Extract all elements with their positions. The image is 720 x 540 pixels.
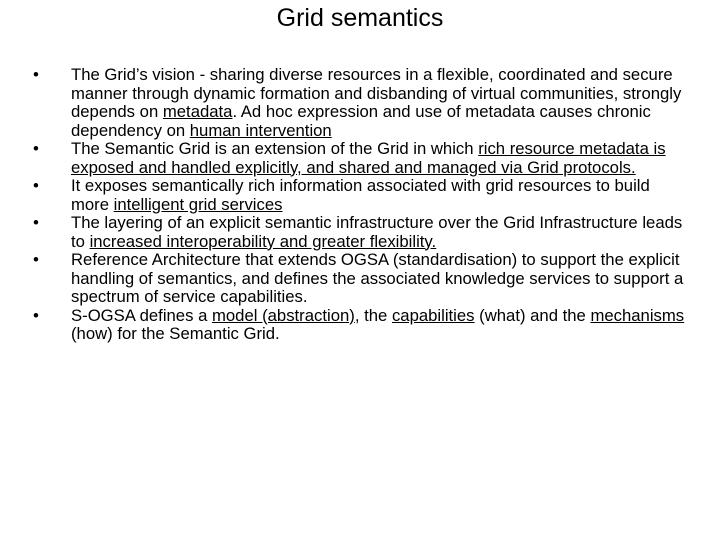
bullet-text [71, 250, 683, 306]
bullet-item [33, 66, 685, 140]
bullet-marker: • [33, 65, 39, 84]
text-segment: It exposes semantically rich information associated with grid resources to build more [71, 176, 650, 214]
underlined-text: human intervention [189, 120, 332, 140]
underlined-text: mechanisms [590, 305, 685, 325]
underlined-text: metadata [162, 102, 233, 121]
underlined-text: increased interoperability and greater flexibility. [89, 231, 437, 251]
underlined-text: capabilities [391, 305, 475, 325]
bullet-item [33, 251, 685, 307]
bullet-text [71, 306, 684, 344]
underlined-text: model (abstraction) [212, 305, 355, 325]
bullet-item [33, 307, 685, 344]
bullet-marker: • [33, 176, 39, 195]
bullet-text [71, 213, 682, 251]
text-segment: (how) for the Semantic Grid. [71, 324, 280, 343]
bullet-item [33, 140, 685, 177]
bullet-marker: • [33, 250, 39, 269]
bullet-item [33, 214, 685, 251]
text-segment: The Grid’s vision - sharing diverse resources in a flexible, coordinated and secure manner through dynamic formation and disbanding of virtual communities, strongly depends on [71, 65, 682, 121]
text-segment: (what) and the [474, 305, 591, 325]
bullet-marker: • [33, 213, 39, 232]
bullet-item [33, 177, 685, 214]
bullet-marker: • [33, 139, 39, 158]
bullet-text [71, 176, 650, 214]
text-segment: The Semantic Grid is an extension of the Grid in which [71, 139, 479, 158]
text-segment: S-OGSA defines a [71, 305, 212, 325]
text-segment: Reference Architecture that extends OGSA (standardisation) to support the explicit handling of semantics, and defines the associated knowledge services to support a spectrum of service capabilities. [71, 250, 684, 306]
bullet-text [71, 65, 681, 140]
text-segment: The layering of an explicit semantic infrastructure over the Grid Infrastructure leads to [71, 213, 683, 251]
bullet-list [33, 66, 685, 344]
bullet-marker: • [33, 305, 39, 325]
text-segment: , the [354, 305, 392, 325]
underlined-text: rich resource metadata is exposed and handled explicitly, and shared and managed via Grid protocols. [71, 139, 666, 177]
bullet-text [71, 139, 666, 177]
underlined-text: intelligent grid services [113, 194, 283, 214]
slide-title: Grid semantics [276, 4, 444, 32]
text-segment: . Ad hoc expression and use of metadata causes chronic dependency on [71, 102, 651, 140]
